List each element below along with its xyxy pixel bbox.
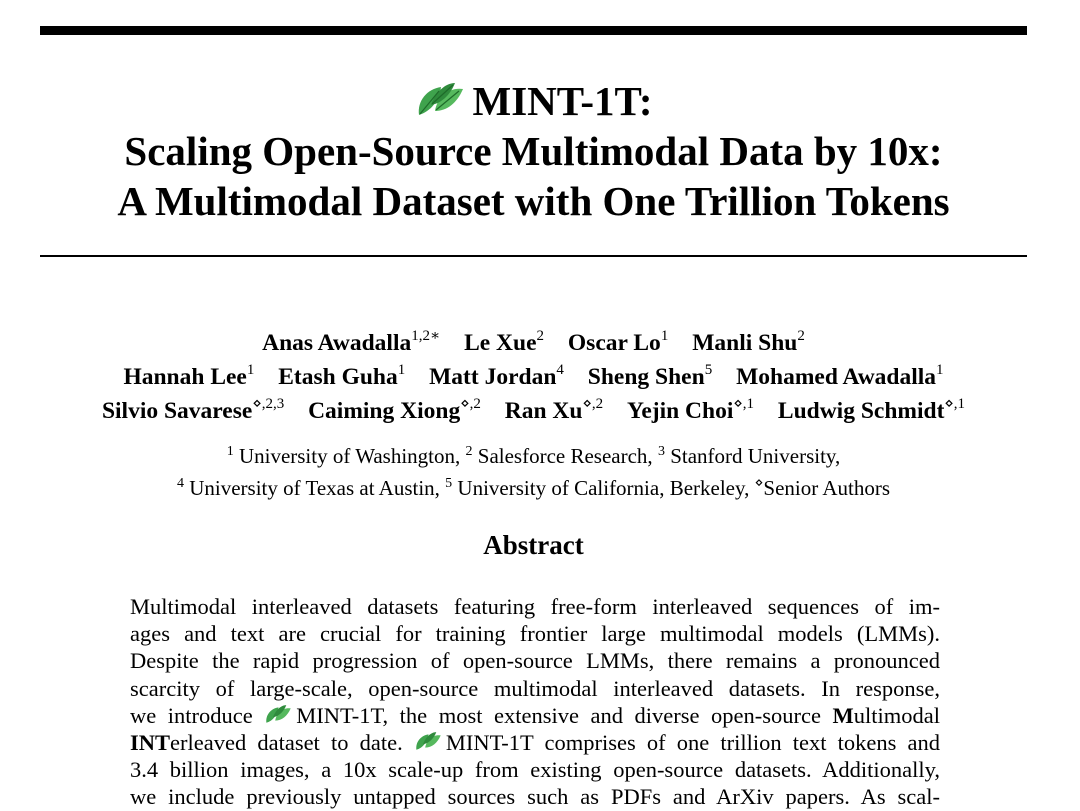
affiliation-line-2 xyxy=(40,470,1027,502)
author: Caiming Xiong$^{⋄,2}$ xyxy=(308,395,481,424)
title-rule xyxy=(40,255,1027,257)
mint-leaf-icon xyxy=(264,704,292,725)
author: Yejin Choi$^{⋄,1}$ xyxy=(626,395,755,424)
paper-title xyxy=(40,76,1027,226)
top-rule xyxy=(40,26,1027,35)
author: Matt Jordan$^4$ xyxy=(429,361,564,390)
affiliation: $^3$ Stanford University, xyxy=(657,444,841,468)
author: Hannah Lee$^1$ xyxy=(123,361,255,390)
author: Ran $Xu^{⋄,2}$ xyxy=(504,395,604,424)
author-row-3 xyxy=(40,391,1027,425)
affiliation: $^1$ University of Washington, xyxy=(226,444,461,468)
author: Oscar Lo$^1$ xyxy=(567,328,669,356)
author: Ludwig Schmidt$^{⋄,1}$ xyxy=(777,395,966,424)
abstract-line: we introduce MINT-1T, the most extensive and diverse open-source Multimodal xyxy=(130,702,940,728)
author: Etash Guha$^1$ xyxy=(278,361,406,390)
abstract-line: ages and text are crucial for training frontier large multimodal models (LMMs). xyxy=(130,621,940,647)
abstract-body xyxy=(130,593,940,811)
author: Le Xue$^2$ xyxy=(464,328,545,356)
author: Manli Shu$^2$ xyxy=(692,328,805,356)
abstract-heading: Abstract xyxy=(483,530,584,560)
abstract-line: we include previously untapped sources such as PDFs and ArXiv papers. As scal- xyxy=(130,784,940,810)
senior-authors-note: ⋄Senior Authors xyxy=(754,476,891,500)
title-text-1: MINT-1T: xyxy=(472,78,653,124)
affiliation: $^2$ Salesforce Research, xyxy=(465,444,653,468)
author: Mohamed Awadalla$^1$ xyxy=(736,361,944,390)
author: Sheng Shen$^5$ xyxy=(587,361,713,390)
abstract-line: INTerleaved dataset to date. MINT-1T comprises of one trillion text tokens and xyxy=(130,729,941,755)
author-row-2 xyxy=(40,357,1027,391)
author: Silvio Savarese$^{⋄,2,3}$ xyxy=(101,395,285,424)
affiliation-line-1 xyxy=(40,438,1027,470)
title-line-1 xyxy=(40,76,1027,126)
affiliation: $^5$ University of California, Berkeley, xyxy=(445,476,750,500)
title-line-2: Scaling Open-Source Multimodal Data by 10x: xyxy=(124,128,943,174)
abstract-line: Despite the rapid progression of open-source LMMs, there remains a pronounced xyxy=(130,648,940,674)
affiliations xyxy=(40,438,1027,502)
affiliation: $^4$ University of Texas at Austin, xyxy=(176,476,440,500)
abstract-line: Multimodal interleaved datasets featuring free-form interleaved sequences of im- xyxy=(130,594,940,619)
author-row-1 xyxy=(40,323,1027,357)
author: Anas Awadalla$^{1,2∗}$ xyxy=(262,328,441,356)
abstract-line: 3.4 billion images, a 10x scale-up from existing open-source datasets. Additionally, xyxy=(130,757,940,783)
mint-leaf-icon xyxy=(414,731,442,752)
author-list xyxy=(40,323,1027,424)
title-line-3: A Multimodal Dataset with One Trillion Tokens xyxy=(117,178,950,224)
mint-leaf-icon xyxy=(415,81,465,119)
abstract-line: scarcity of large-scale, open-source multimodal interleaved datasets. In response, xyxy=(130,675,940,701)
